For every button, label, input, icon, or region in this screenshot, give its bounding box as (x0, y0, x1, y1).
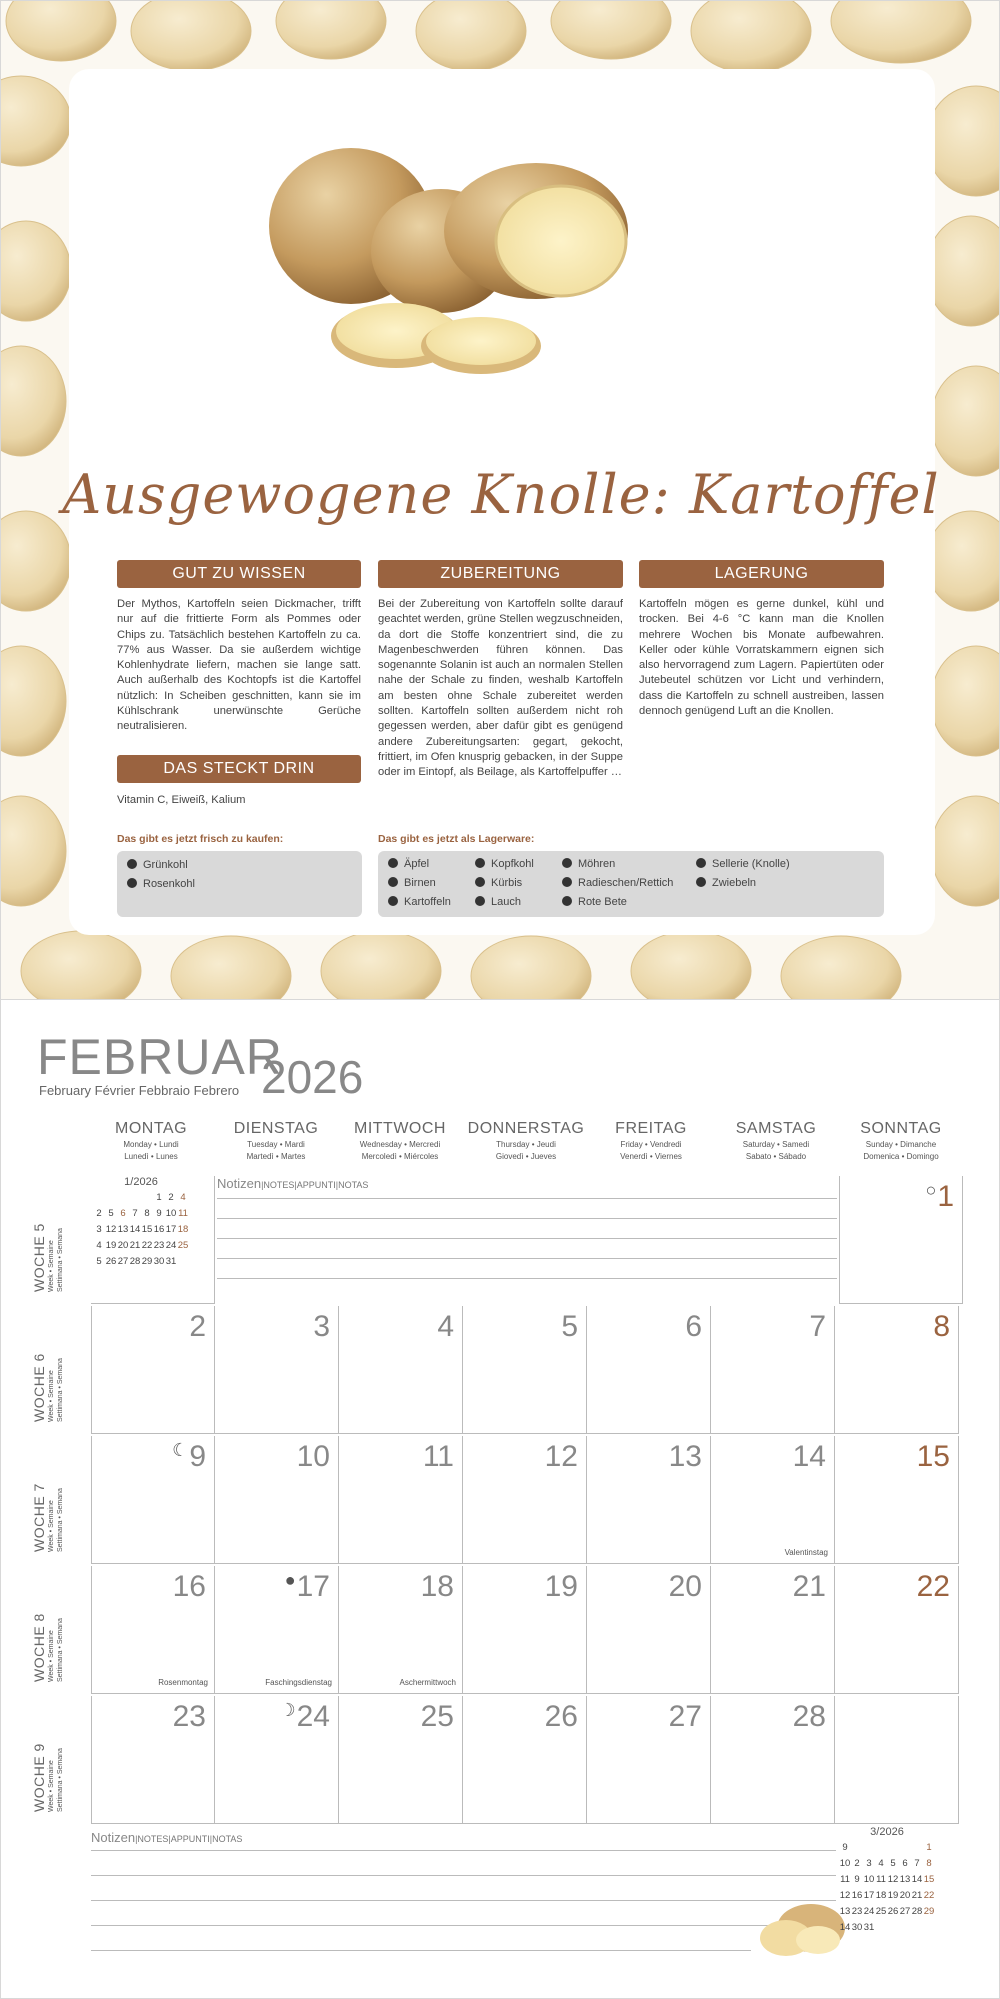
day-cell-17[interactable]: ●17 Faschingsdienstag (215, 1566, 339, 1694)
first-quarter-moon-icon: ☽ (279, 1700, 296, 1720)
day-header-monday: MONTAG Monday • Lundi Lunedì • Lunes (114, 1120, 188, 1161)
notes-line (217, 1238, 837, 1239)
day-header-tuesday: DIENSTAG Tuesday • Mardi Martedì • Martes (233, 1120, 319, 1161)
beetroot-icon (562, 896, 572, 906)
day-cell-22[interactable]: 22 (835, 1566, 959, 1694)
carrot-icon (562, 858, 572, 868)
day-cell-15[interactable]: 15 (835, 1436, 959, 1564)
notes-line (217, 1258, 837, 1259)
section-text-das-steckt-drin: Vitamin C, Eiweiß, Kalium (117, 794, 246, 806)
day-header-friday: FREITAG Friday • Vendredi Venerdì • Viernes (615, 1120, 687, 1161)
day-header-sunday: SONNTAG Sunday • Dimanche Domenica • Domingo (860, 1120, 942, 1161)
holiday-label: Valentinstag (784, 1548, 828, 1557)
day-cell-26[interactable]: 26 (463, 1696, 587, 1824)
leek-icon (475, 896, 485, 906)
holiday-label: Rosenmontag (158, 1678, 208, 1687)
section-heading-das-steckt-drin: DAS STECKT DRIN (117, 755, 361, 783)
mini-calendar-january-table: 1 2 4 2 5 6 7 8 9 10 11 3 12 13 14 15 16 17 18 4 19 20 21 22 23 24 25 5 26 27 28 29 30 31 (96, 1192, 189, 1267)
day-cell-3[interactable]: 3 (215, 1306, 339, 1434)
small-potato-illustration (756, 1900, 851, 1960)
day-cell-1[interactable]: ○1 (839, 1176, 963, 1304)
veg-item: Möhren (562, 858, 615, 870)
calendar-page (0, 1000, 1000, 1999)
veg-item: Kürbis (475, 877, 522, 889)
week-label-9: WOCHE 9 Week • Semaine Settimana • Semana (31, 1743, 64, 1812)
veg-item: Zwiebeln (696, 877, 756, 889)
apple-icon (388, 858, 398, 868)
veg-item: Radieschen/Rettich (562, 877, 673, 889)
mini-calendar-march: 3/2026 9 1 10 2 3 4 5 6 7 8 11 9 10 11 12 13 14 15 12 16 17 18 19 20 21 22 13 23 24 25 26 27 28 29 14 30 31 (839, 1826, 935, 1936)
notes-line (217, 1198, 837, 1199)
onion-icon (696, 877, 706, 887)
celery-icon (696, 858, 706, 868)
mini-calendar-march-table: 9 1 10 2 3 4 5 6 7 8 11 9 10 11 12 13 14 15 12 16 17 18 19 20 21 22 13 23 24 25 26 27 28 29 14 30 31 (839, 1842, 935, 1933)
veg-item: Sellerie (Knolle) (696, 858, 790, 870)
section-text-zubereitung: Bei der Zubereitung von Kartoffeln sollte darauf geachtet werden, grüne Stellen wegzuschneiden, da dort die Stoffe konzentriert sind, die zu Magenbeschwerden führen können. Das sogenannte Solanin ist auch an normalen Stellen nahe der Schale zu finden, weshalb Kartoffeln am besten ohne Schale zubereitet werden sollten. Kartoffeln sollten außerdem nicht roh gegessen werden, aber dafür gibt es genügend andere Zubereitungsarten: gegart, gekocht, frittiert, im Ofen knusprig gebacken, in der Suppe oder im Eintopf, als Beilage, als Kartoffelpuffer … (378, 598, 623, 779)
section-heading-gut-zu-wissen: GUT ZU WISSEN (117, 560, 361, 588)
day-cell-8[interactable]: 8 (835, 1306, 959, 1434)
notes-line (217, 1218, 837, 1219)
day-cell-9[interactable]: ☾9 (91, 1436, 215, 1564)
day-cell-6[interactable]: 6 (587, 1306, 711, 1434)
section-text-gut-zu-wissen: Der Mythos, Kartoffeln seien Dickmacher, trifft nur auf die frittierte Form als Pommes oder Chips zu. Tatsächlich bestehen Kartoffeln zu ca. 77% aus Wasser. Da sie außerdem wichtige Kohlenhydrate liefern, machen sie lange satt. Auch außerhalb des Kochtopfs ist die Kartoffel nützlich: In Scheiben geschnitten, kann sie im Kühlschrank unerwünschte Gerüche neutralisieren. (117, 598, 361, 733)
day-cell-12[interactable]: 12 (463, 1436, 587, 1564)
veg-item: Lauch (475, 896, 521, 908)
headline: Ausgewogene Knolle: Kartoffel (62, 463, 940, 526)
kale-icon (127, 859, 137, 869)
veg-item: Grünkohl (127, 859, 188, 871)
day-cell-28[interactable]: 28 (711, 1696, 835, 1824)
day-header-thursday: DONNERSTAG Thursday • Jeudi Giovedì • Jueves (467, 1120, 585, 1161)
day-cell-20[interactable]: 20 (587, 1566, 711, 1694)
day-header-wednesday: MITTWOCH Wednesday • Mercredi Mercoledì • Miércoles (354, 1120, 446, 1161)
last-quarter-moon-icon: ☾ (172, 1440, 189, 1460)
section-heading-zubereitung: ZUBEREITUNG (378, 560, 623, 588)
veg-item: Kartoffeln (388, 896, 451, 908)
pumpkin-icon (475, 877, 485, 887)
brussels-sprouts-icon (127, 878, 137, 888)
day-cell-24[interactable]: ☽24 (215, 1696, 339, 1824)
week-label-5: WOCHE 5 Week • Semaine Settimana • Semana (31, 1223, 64, 1292)
day-cell-14[interactable]: 14 Valentinstag (711, 1436, 835, 1564)
section-heading-lagerung: LAGERUNG (639, 560, 884, 588)
week-label-7: WOCHE 7 Week • Semaine Settimana • Semana (31, 1483, 64, 1552)
notes-divider (91, 1176, 215, 1304)
day-cell-2[interactable]: 2 (91, 1306, 215, 1434)
veg-item: Kopfkohl (475, 858, 534, 870)
day-cell-13[interactable]: 13 (587, 1436, 711, 1564)
full-moon-icon: ○ (925, 1180, 937, 1200)
year-title: 2026 (261, 1051, 364, 1103)
veg-item: Äpfel (388, 858, 429, 870)
stored-produce-title: Das gibt es jetzt als Lagerware: (378, 833, 535, 845)
veg-item: Birnen (388, 877, 436, 889)
day-cell-27[interactable]: 27 (587, 1696, 711, 1824)
week-label-6: WOCHE 6 Week • Semaine Settimana • Semana (31, 1353, 64, 1422)
day-cell-23[interactable]: 23 (91, 1696, 215, 1824)
holiday-label: Faschingsdienstag (265, 1678, 332, 1687)
notes-line (91, 1900, 836, 1901)
day-header-saturday: SAMSTAG Saturday • Samedi Sabato • Sábado (735, 1120, 817, 1161)
empty-day-cell (835, 1696, 959, 1824)
potato-icon (388, 896, 398, 906)
day-cell-25[interactable]: 25 (339, 1696, 463, 1824)
veg-item: Rote Bete (562, 896, 627, 908)
potato-illustration (231, 111, 651, 391)
mini-calendar-january: 1/2026 1 2 4 2 5 6 7 8 9 10 11 3 12 13 14 15 16 17 18 4 19 20 21 22 23 24 25 5 26 27 28 29 30 31 (93, 1176, 189, 1270)
day-cell-7[interactable]: 7 (711, 1306, 835, 1434)
fresh-produce-title: Das gibt es jetzt frisch zu kaufen: (117, 833, 284, 845)
section-text-lagerung: Kartoffeln mögen es gerne dunkel, kühl und trocken. Bei 4-6 °C kann man die Knollen mehrere Wochen bis Monate aufbewahren. Keller oder kühle Vorratskammern eignen sich also hervorragend zum Lagern. Papiertüten oder Jutebeutel schützen vor Licht und verhindern, dass die Kartoffeln zu schnell austreiben, lassen dennoch genügend Luft an die Knollen. (639, 598, 884, 718)
day-cell-16[interactable]: 16 Rosenmontag (91, 1566, 215, 1694)
day-cell-21[interactable]: 21 (711, 1566, 835, 1694)
notes-line (91, 1950, 751, 1951)
pear-icon (388, 877, 398, 887)
day-cell-10[interactable]: 10 (215, 1436, 339, 1564)
notes-line (91, 1850, 836, 1851)
notes-label-week5: Notizen|NOTES|APPUNTI|NOTAS (217, 1176, 369, 1191)
day-cell-19[interactable]: 19 (463, 1566, 587, 1694)
radish-icon (562, 877, 572, 887)
day-cell-11[interactable]: 11 (339, 1436, 463, 1564)
day-cell-4[interactable]: 4 (339, 1306, 463, 1434)
week-label-8: WOCHE 8 Week • Semaine Settimana • Semana (31, 1613, 64, 1682)
new-moon-icon: ● (284, 1570, 296, 1590)
holiday-label: Aschermittwoch (399, 1678, 456, 1687)
notes-line (217, 1278, 837, 1279)
notes-line (91, 1925, 836, 1926)
notes-label-bottom: Notizen|NOTES|APPUNTI|NOTAS (91, 1830, 243, 1845)
veg-item: Rosenkohl (127, 878, 195, 890)
month-translations: February Février Febbraio Febrero (39, 1083, 240, 1098)
month-title: FEBRUAR (37, 1029, 283, 1085)
notes-line (91, 1875, 836, 1876)
day-cell-5[interactable]: 5 (463, 1306, 587, 1434)
cabbage-icon (475, 858, 485, 868)
day-cell-18[interactable]: 18 Aschermittwoch (339, 1566, 463, 1694)
